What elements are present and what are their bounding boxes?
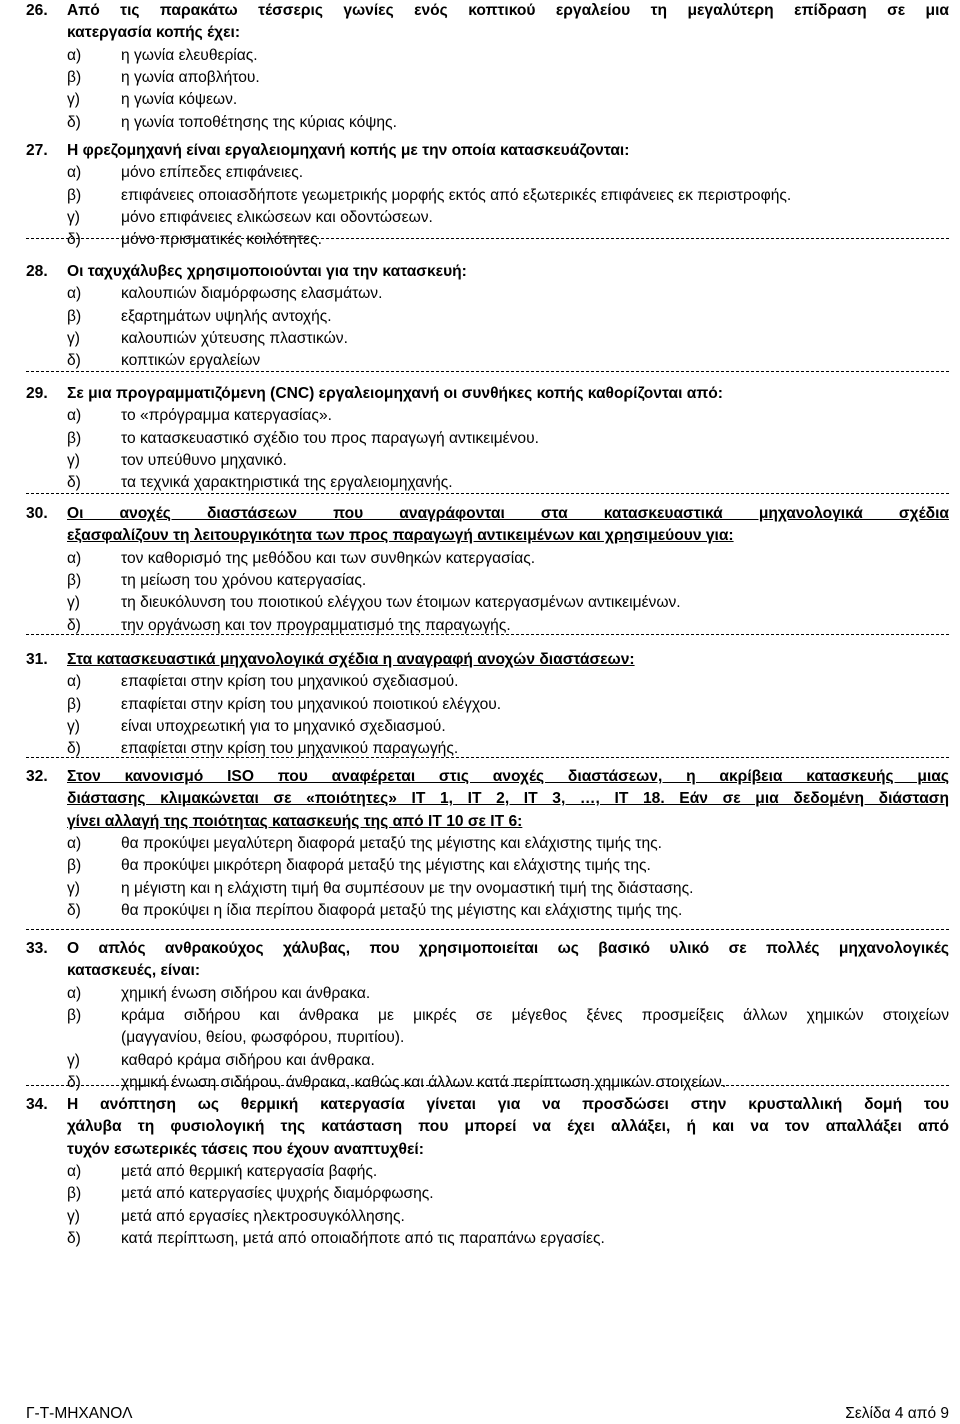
answer-option-text: η γωνία κόψεων. [121, 91, 238, 109]
answer-option-text: καλουπιών χύτευσης πλαστικών. [121, 329, 348, 347]
answer-option-text: τον καθορισμό της μεθόδου και των συνθηκών κατεργασίας. [121, 549, 536, 567]
question-number: 30. [26, 505, 48, 522]
question-stem [67, 261, 467, 283]
answer-option-label: α) [67, 407, 82, 425]
answer-option-label: α) [67, 1162, 82, 1180]
answer-option-label: δ) [67, 113, 81, 131]
question-stem-text: Η φρεζομηχανή είναι εργαλειομηχανή κοπής με την οποία κατασκευάζονται: [67, 142, 630, 159]
answer-option-line [0, 350, 960, 372]
question-stem-text: τυχόν εσωτερικές τάσεις που έχουν αναπτυχθεί: [67, 1140, 424, 1158]
answer-option-text: η γωνία τοποθέτησης της κύριας κόψης. [121, 113, 397, 131]
answer-option-text: θα προκύψει η ίδια περίπου διαφορά μεταξύ της μέγιστης και ελάχιστης τιμής της. [121, 901, 683, 919]
question-stem-text: εξασφαλίζουν τη λειτουργικότητα των προς παραγωγή αντικειμένων και χρησιμεύουν για: [67, 527, 734, 545]
question-number: 29. [26, 385, 48, 402]
question-separator [26, 1085, 949, 1086]
question-stem-line [0, 766, 960, 788]
question-stem-text: χάλυβα τη φυσιολογική της κατάσταση που μπορεί να έχει αλλάξει, ή και να τον απαλλάξει από [67, 1118, 949, 1136]
question-stem-line [0, 649, 960, 671]
answer-option-text: μόνο επιφάνειες ελικώσεων και οδοντώσεων. [121, 208, 433, 226]
question-stem [67, 649, 635, 671]
answer-option-line [0, 570, 960, 592]
answer-option-line [0, 900, 960, 922]
question-stem-line [0, 1094, 960, 1116]
answer-option-line [0, 1228, 960, 1250]
question-stem [67, 1139, 424, 1161]
question-stem [67, 383, 723, 405]
question-stem-text: Η ανόπτηση ως θερμική κατεργασία γίνεται για να προσδώσει στην κρυσταλλική δομή του [67, 1096, 949, 1113]
answer-option-text: η γωνία ελευθερίας. [121, 46, 258, 64]
answer-option-line [0, 428, 960, 450]
question-number: 26. [26, 2, 48, 19]
footer-course-code: Γ-Τ-ΜΗΧΑΝΟΛ [26, 1405, 133, 1422]
answer-option-label: δ) [67, 901, 81, 919]
question-stem-line [0, 0, 960, 22]
answer-option-text: καθαρό κράμα σιδήρου και άνθρακα. [121, 1051, 375, 1069]
question-stem-text: κατεργασία κοπής έχει: [67, 24, 241, 42]
answer-option-label: β) [67, 1185, 82, 1203]
question-stem-text: Οι ταχυχάλυβες χρησιμοποιούνται για την κατασκευή: [67, 263, 467, 280]
answer-option-text: τον υπεύθυνο μηχανικό. [121, 451, 287, 469]
question-stem-line [0, 788, 960, 810]
answer-option-label: α) [67, 834, 82, 852]
answer-option-line [0, 328, 960, 350]
answer-option-label: γ) [67, 1051, 80, 1069]
question-stem-text: Από τις παρακάτω τέσσερις γωνίες ενός κοπτικού εργαλείου τη μεγαλύτερη επίδραση σε μια [67, 2, 949, 19]
footer-page-number: Σελίδα 4 από 9 [845, 1405, 949, 1422]
answer-option-line [0, 450, 960, 472]
answer-option-label: γ) [67, 717, 80, 735]
answer-option-line [0, 1183, 960, 1205]
question-stem-text: Στον κανονισμό ISO που αναφέρεται στις ανοχές διαστάσεων, η ακρίβεια κατασκευής μιας [67, 768, 949, 785]
answer-option-label: α) [67, 285, 82, 303]
question-number: 28. [26, 263, 48, 280]
answer-option-label: α) [67, 549, 82, 567]
question-stem-line [0, 503, 960, 525]
question-stem-line [0, 1139, 960, 1161]
answer-option-line [0, 185, 960, 207]
answer-option-line [0, 472, 960, 494]
question-number: 34. [26, 1096, 48, 1113]
question-separator [26, 757, 949, 758]
answer-option-label: γ) [67, 208, 80, 226]
answer-option-label: α) [67, 984, 82, 1002]
question-stem-text: Ο απλός ανθρακούχος χάλυβας, που χρησιμοποιείται ως βασικό υλικό σε πολλές μηχανολογικές [67, 940, 949, 957]
answer-option-line [0, 207, 960, 229]
question-stem [67, 960, 200, 982]
answer-option-text: μετά από κατεργασίες ψυχρής διαμόρφωσης. [121, 1185, 434, 1203]
question-stem [67, 1116, 949, 1138]
answer-option-text: επαφίεται στην κρίση του μηχανικού παραγωγής. [121, 740, 459, 758]
question-separator [26, 929, 949, 930]
answer-option-text: επαφίεται στην κρίση του μηχανικού ποιοτικού ελέγχου. [121, 695, 502, 713]
answer-option-line [0, 112, 960, 134]
question-stem [67, 525, 734, 547]
answer-option-label: δ) [67, 1073, 81, 1091]
answer-option-label: δ) [67, 740, 81, 758]
answer-option-line [0, 67, 960, 89]
question-stem [67, 22, 240, 44]
question-number: 33. [26, 940, 48, 957]
question-stem-line [0, 525, 960, 547]
answer-option-line [0, 694, 960, 716]
answer-option-label: β) [67, 429, 82, 447]
answer-option-label: β) [67, 857, 82, 875]
answer-option-text: κοπτικών εργαλείων [121, 352, 261, 370]
answer-option-line [0, 716, 960, 738]
question-stem [67, 1094, 949, 1116]
question-stem-line [0, 938, 960, 960]
answer-option-line [0, 306, 960, 328]
answer-option-text: χημική ένωση σιδήρου, άνθρακα, καθώς και άλλων κατά περίπτωση χημικών στοιχείων. [121, 1073, 727, 1091]
answer-option-label: β) [67, 695, 82, 713]
answer-option-line [0, 1206, 960, 1228]
answer-option-label: γ) [67, 91, 80, 109]
answer-option-line [0, 405, 960, 427]
answer-option-label: δ) [67, 616, 81, 634]
answer-option-text: μετά από εργασίες ηλεκτροσυγκόλλησης. [121, 1207, 405, 1225]
answer-option-line [0, 833, 960, 855]
question-stem [67, 938, 949, 960]
answer-option-label: γ) [67, 879, 80, 897]
answer-option-text: (μαγγανίου, θείου, φωσφόρου, πυριτίου). [121, 1029, 405, 1047]
answer-option-label: γ) [67, 1207, 80, 1225]
answer-option-line [0, 1005, 960, 1027]
answer-option-label: γ) [67, 594, 80, 612]
question-stem-text: Οι ανοχές διαστάσεων που αναγράφονται στα κατασκευαστικά μηχανολογικά σχέδια [67, 505, 949, 522]
answer-option-text: επαφίεται στην κρίση του μηχανικού σχεδιασμού. [121, 673, 459, 691]
question-separator [26, 634, 949, 635]
question-stem [67, 140, 629, 162]
answer-option-line [0, 1072, 960, 1094]
answer-option-text: είναι υποχρεωτική για το μηχανικό σχεδιασμού. [121, 717, 446, 735]
question-separator [26, 238, 949, 239]
answer-option-label: β) [67, 571, 82, 589]
question-stem-text: Σε μια προγραμματιζόμενη (CNC) εργαλειομηχανή οι συνθήκες κοπής καθορίζονται από: [67, 385, 723, 402]
question-stem-text: κατασκευές, είναι: [67, 962, 201, 980]
answer-option-line [0, 592, 960, 614]
answer-option-text: τα τεχνικά χαρακτηριστικά της εργαλειομηχανής. [121, 474, 453, 492]
answer-option-label: δ) [67, 474, 81, 492]
question-stem [67, 0, 949, 22]
answer-option-label: α) [67, 164, 82, 182]
question-separator [26, 371, 949, 372]
answer-option-text: επιφάνειες οποιασδήποτε γεωμετρικής μορφής εκτός από εξωτερικές επιφάνειες εκ περιστροφής. [121, 186, 792, 204]
question-stem-text: γίνει αλλαγή της ποιότητας κατασκευής της από IT 10 σε IT 6: [67, 812, 523, 830]
answer-option-line [0, 671, 960, 693]
answer-option-text: θα προκύψει μεγαλύτερη διαφορά μεταξύ της μέγιστης και ελάχιστης τιμής της. [121, 834, 662, 852]
question-stem-line [0, 261, 960, 283]
answer-option-text: χημική ένωση σιδήρου και άνθρακα. [121, 984, 371, 1002]
answer-option-line [0, 1050, 960, 1072]
question-number: 27. [26, 142, 48, 159]
answer-option-label: β) [67, 307, 82, 325]
answer-option-line [0, 162, 960, 184]
answer-option-label: α) [67, 46, 82, 64]
question-stem-line [0, 140, 960, 162]
answer-option-text: μόνο επίπεδες επιφάνειες. [121, 164, 304, 182]
question-stem [67, 766, 949, 788]
answer-option-text: η μέγιστη και η ελάχιστη τιμή θα συμπέσουν με την ονομαστική τιμή της διάστασης. [121, 879, 694, 897]
answer-option-label: β) [67, 186, 82, 204]
answer-option-line [0, 89, 960, 111]
answer-option-text: κατά περίπτωση, μετά από οποιαδήποτε από τις παραπάνω εργασίες. [121, 1229, 605, 1247]
answer-option-label: γ) [67, 329, 80, 347]
question-stem-line [0, 22, 960, 44]
answer-option-text: το «πρόγραμμα κατεργασίας». [121, 407, 332, 425]
question-number: 32. [26, 768, 48, 785]
answer-option-label: δ) [67, 1229, 81, 1247]
answer-option-label: δ) [67, 231, 81, 249]
answer-option-label: γ) [67, 451, 80, 469]
answer-option-label: β) [67, 1006, 82, 1024]
answer-option-text: μετά από θερμική κατεργασία βαφής. [121, 1162, 378, 1180]
question-stem-text: διάστασης κλιμακώνεται σε «ποιότητες» IT 1, IT 2, IT 3, …, IT 18. Εάν σε μια δεδομένη διάσταση [67, 790, 949, 808]
answer-option-line [0, 283, 960, 305]
answer-option-text: το κατασκευαστικό σχέδιο του προς παραγωγή αντικειμένου. [121, 429, 539, 447]
question-stem-line [0, 1116, 960, 1138]
answer-option-line [0, 878, 960, 900]
answer-option-line [0, 548, 960, 570]
question-number: 31. [26, 651, 48, 668]
answer-option-text: τη μείωση του χρόνου κατεργασίας. [121, 571, 367, 589]
question-separator [26, 493, 949, 494]
question-stem-line [0, 811, 960, 833]
answer-option-text: θα προκύψει μικρότερη διαφορά μεταξύ της μέγιστης και ελάχιστης τιμής της. [121, 857, 651, 875]
answer-option-line [0, 45, 960, 67]
answer-option-line [0, 1027, 960, 1049]
answer-option-label: α) [67, 673, 82, 691]
answer-option-text: την οργάνωση και τον προγραμματισμό της παραγωγής. [121, 616, 511, 634]
answer-option-label: δ) [67, 352, 81, 370]
answer-option-text: καλουπιών διαμόρφωσης ελασμάτων. [121, 285, 383, 303]
question-stem-line [0, 383, 960, 405]
question-stem [67, 503, 949, 525]
question-stem [67, 788, 949, 810]
question-stem-text: Στα κατασκευαστικά μηχανολογικά σχέδια η αναγραφή ανοχών διαστάσεων: [67, 651, 635, 668]
answer-option-text: τη διευκόλυνση του ποιοτικού ελέγχου των έτοιμων κατεργασμένων αντικειμένων. [121, 594, 681, 612]
question-stem [67, 811, 522, 833]
answer-option-line [0, 983, 960, 1005]
answer-option-text: η γωνία αποβλήτου. [121, 68, 260, 86]
question-stem-line [0, 960, 960, 982]
answer-option-line [0, 1161, 960, 1183]
answer-option-line [0, 229, 960, 251]
answer-option-text: εξαρτημάτων υψηλής αντοχής. [121, 307, 332, 325]
answer-option-text: μόνο πρισματικές κοιλότητες. [121, 231, 322, 249]
answer-option-line [0, 855, 960, 877]
answer-option-label: β) [67, 68, 82, 86]
answer-option-text: κράμα σιδήρου και άνθρακα με μικρές σε μέγεθος ξένες προσμείξεις άλλων χημικών στοιχείων [121, 1006, 949, 1024]
